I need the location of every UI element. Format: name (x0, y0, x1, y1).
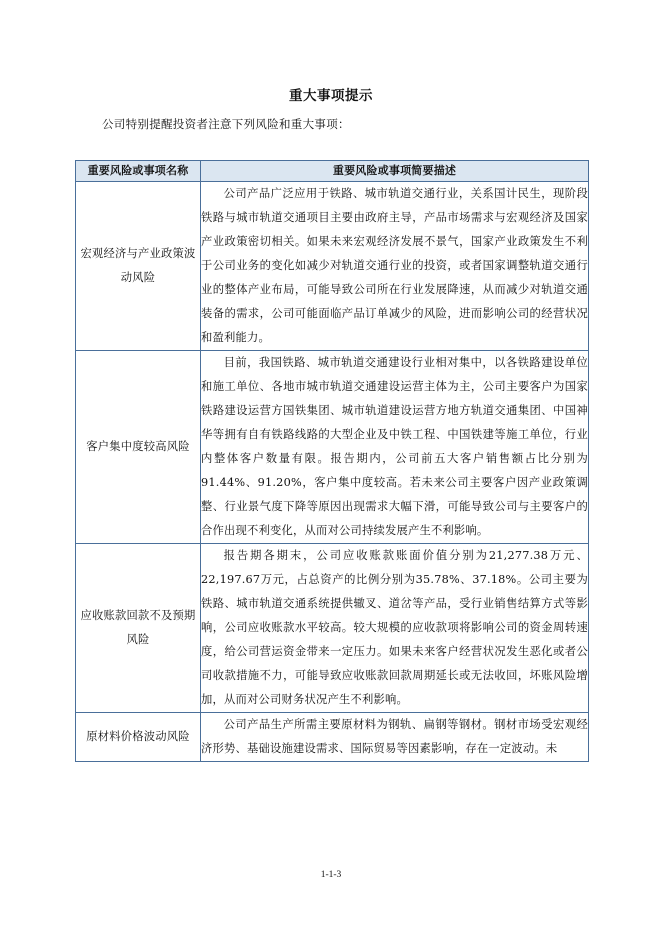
page-number: 1-1-3 (320, 870, 342, 880)
risk-description: 公司产品广泛应用于铁路、城市轨道交通行业，关系国计民生，现阶段铁路与城市轨道交通项目主要由政府主导，产品市场需求与宏观经济及国家产业政策密切相关。如果未来宏观经济发展不景气，国家产业政策发生不利于公司业务的变化如减少对轨道交通行业的投资，或者国家调整轨道交通行业的整体产业布局，可能导致公司所在行业发展降速，从而减少对轨道交通装备的需求，公司可能面临产品订单减少的风险，进而影响公司的经营状况和盈利能力。 (201, 182, 589, 351)
risk-name: 客户集中度较高风险 (76, 351, 201, 544)
risk-description: 目前，我国铁路、城市轨道交通建设行业相对集中，以各铁路建设单位和施工单位、各地市城市轨道交通建设运营主体为主，公司主要客户为国家铁路建设运营方国铁集团、城市轨道建设运营方地方轨道交通集团、中国神华等拥有自有铁路线路的大型企业及中铁工程、中国铁建等施工单位，行业内整体客户数量有限。报告期内，公司前五大客户销售额占比分别为91.44%、91.20%，客户集中度较高。若未来公司主要客户因产业政策调整、行业景气度下降等原因出现需求大幅下滑，可能导致公司与主要客户的合作出现不利变化，从而对公司持续发展产生不利影响。 (201, 351, 589, 544)
table-row (76, 351, 589, 544)
risk-name: 原材料价格波动风险 (76, 713, 201, 762)
page-title: 重大事项提示 (289, 88, 373, 104)
table-row (76, 182, 589, 351)
header-risk-name: 重要风险或事项名称 (76, 161, 201, 182)
header-risk-description: 重要风险或事项简要描述 (201, 161, 589, 182)
table-header-row (76, 161, 589, 182)
risk-table (75, 160, 589, 762)
risk-name: 宏观经济与产业政策波动风险 (76, 182, 201, 351)
intro-text: 公司特别提醒投资者注意下列风险和重大事项： (102, 117, 350, 131)
risk-description: 公司产品生产所需主要原材料为钢轨、扁钢等钢材。钢材市场受宏观经济形势、基础设施建设需求、国际贸易等因素影响，存在一定波动。未 (201, 713, 589, 762)
table-row (76, 713, 589, 762)
table-row (76, 544, 589, 713)
risk-name: 应收账款回款不及预期风险 (76, 544, 201, 713)
risk-description: 报告期各期末，公司应收账款账面价值分别为21,277.38万元、22,197.67万元，占总资产的比例分别为35.78%、37.18%。公司主要为铁路、城市轨道交通系统提供辙叉、道岔等产品，受行业销售结算方式等影响，公司应收账款水平较高。较大规模的应收款项将影响公司的资金周转速度，给公司营运资金带来一定压力。如果未来客户经营状况发生恶化或者公司收款措施不力，可能导致应收账款回款周期延长或无法收回，坏账风险增加，从而对公司财务状况产生不利影响。 (201, 544, 589, 713)
